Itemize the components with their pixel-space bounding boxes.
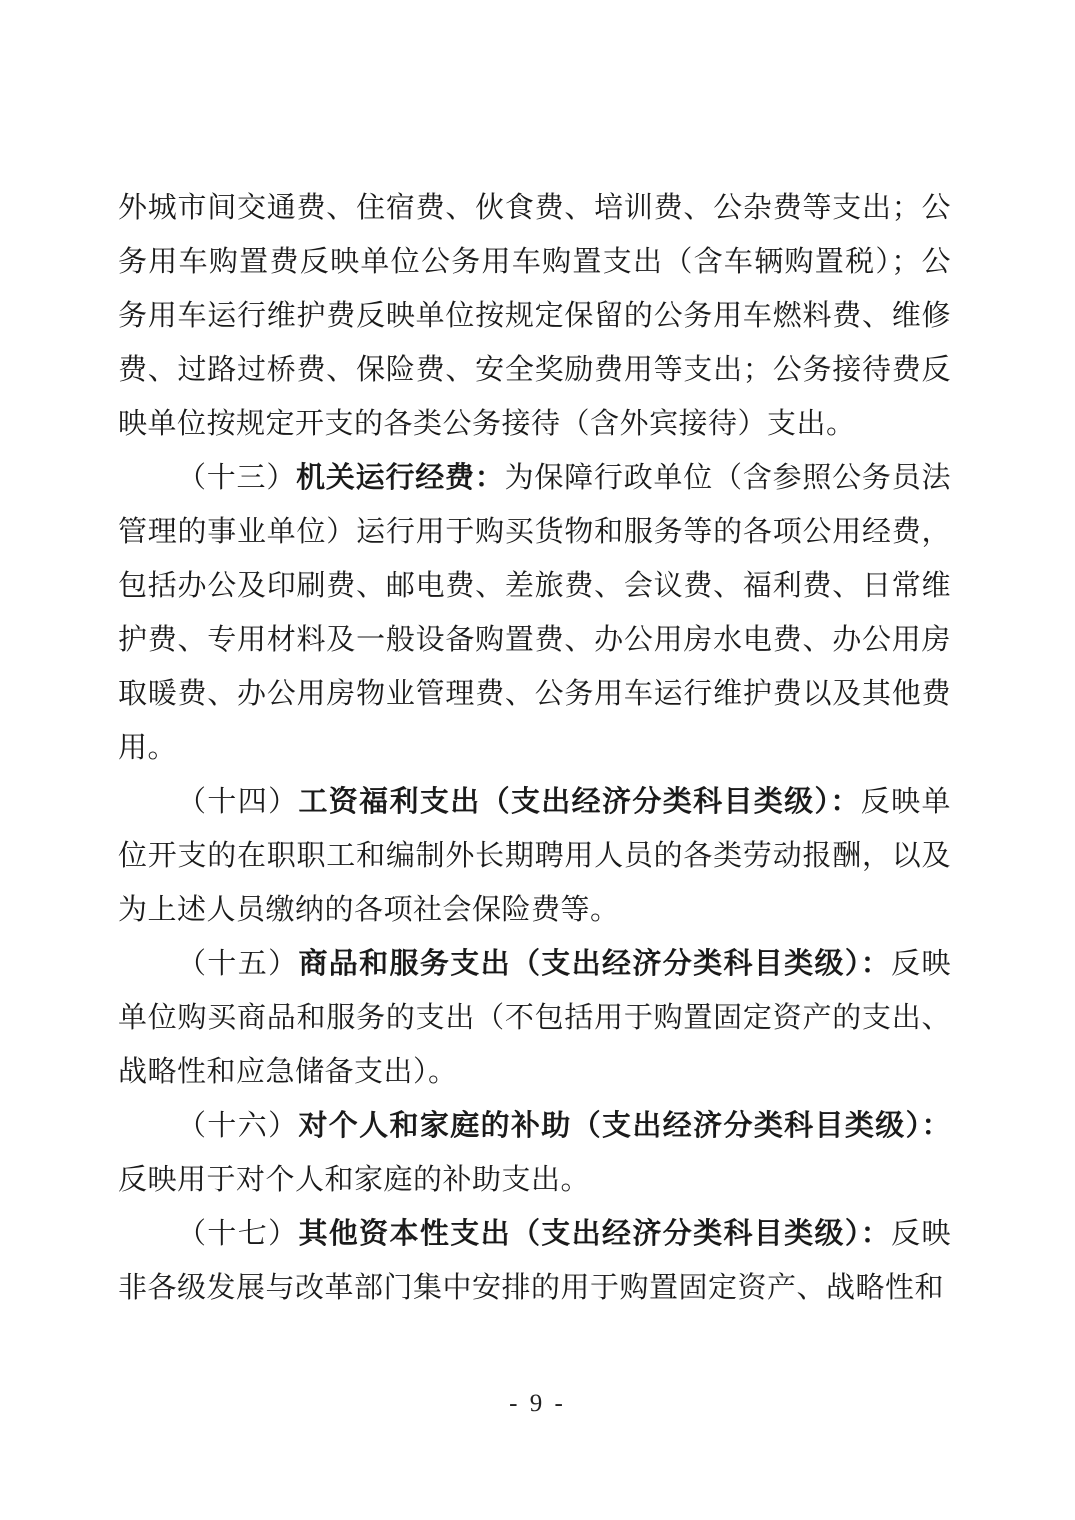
paragraph-item-15 [118, 937, 951, 1099]
paragraph-body: 反映单位购买商品和服务的支出（不包括用于购置固定资产的支出、战略性和应急储备支出）。 [118, 948, 951, 1088]
paragraph-body: 为保障行政单位（含参照公务员法管理的事业单位）运行用于购买货物和服务等的各项公用经费，包括办公及印刷费、邮电费、差旅费、会议费、福利费、日常维护费、专用材料及一般设备购置费、办公用房水电费、办公用房取暖费、办公用房物业管理费、公务用车运行维护费以及其他费用。 [118, 462, 951, 764]
paragraph-body: 反映非各级发展与改革部门集中安排的用于购置固定资产、战略性和 [118, 1218, 951, 1304]
paragraph-number: （十七） [177, 1218, 299, 1250]
paragraph-item-13 [118, 451, 951, 775]
paragraph-continuation [118, 181, 951, 451]
paragraph-number: （十四） [177, 786, 299, 818]
paragraph-heading: 其他资本性支出（支出经济分类科目类级）： [298, 1218, 892, 1250]
paragraph-number: （十五） [177, 948, 299, 980]
paragraph-item-14 [118, 775, 951, 937]
paragraph-body: 反映单位开支的在职职工和编制外长期聘用人员的各类劳动报酬，以及为上述人员缴纳的各项社会保险费等。 [118, 786, 951, 926]
paragraph-heading: 对个人和家庭的补助（支出经济分类科目类级）： [298, 1110, 951, 1142]
paragraph-heading: 商品和服务支出（支出经济分类科目类级）： [298, 948, 892, 980]
page-number: - 9 - [509, 1390, 566, 1417]
paragraph-body: 外城市间交通费、住宿费、伙食费、培训费、公杂费等支出；公务用车购置费反映单位公务用车购置支出（含车辆购置税）；公务用车运行维护费反映单位按规定保留的公务用车燃料费、维修费、过路过桥费、保险费、安全奖励费用等支出；公务接待费反映单位按规定开支的各类公务接待（含外宾接待）支出。 [118, 192, 951, 440]
paragraph-number: （十三） [177, 462, 297, 494]
paragraph-body: 反映用于对个人和家庭的补助支出。 [118, 1164, 591, 1196]
paragraph-item-17 [118, 1207, 951, 1315]
paragraph-number: （十六） [177, 1110, 299, 1142]
document-body [118, 181, 951, 1315]
paragraph-heading: 机关运行经费： [296, 462, 505, 494]
paragraph-heading: 工资福利支出（支出经济分类科目类级）： [298, 786, 861, 818]
paragraph-item-16 [118, 1099, 951, 1207]
